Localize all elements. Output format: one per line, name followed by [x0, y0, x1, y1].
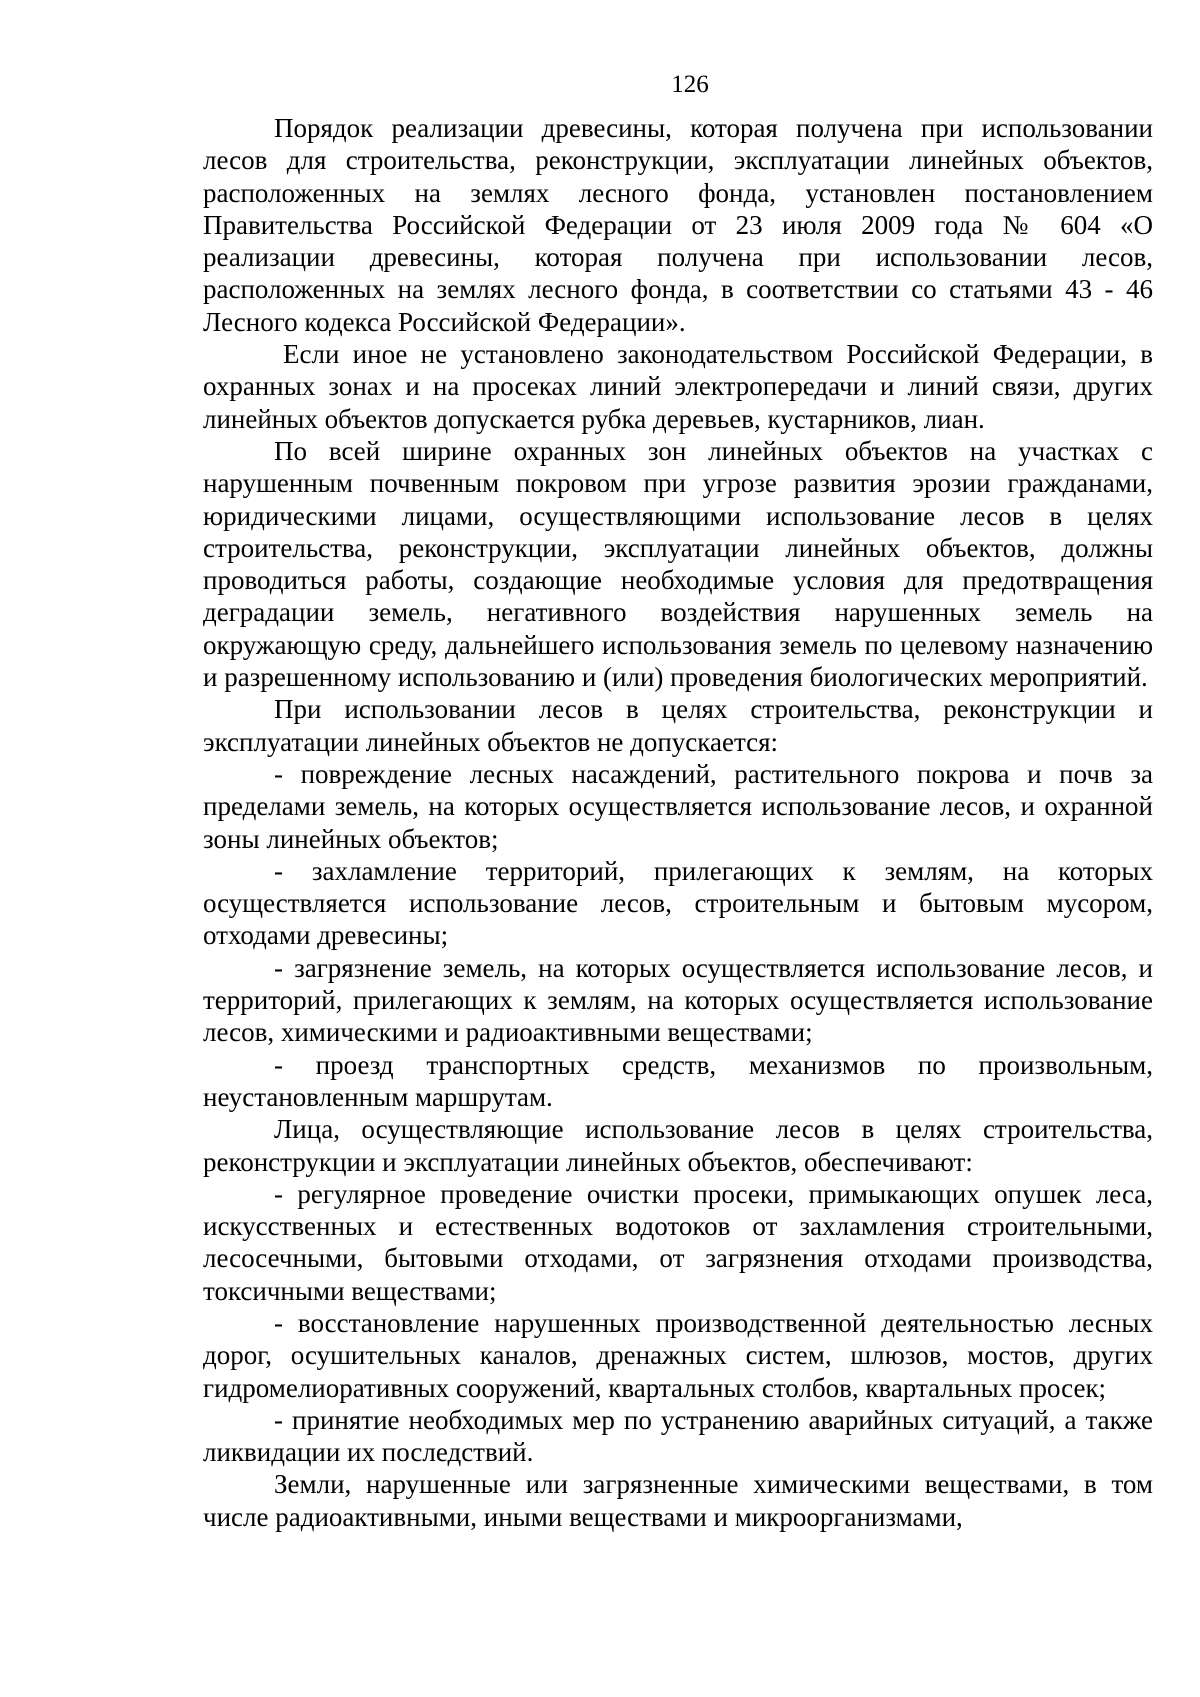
- paragraph: Лица, осуществляющие использование лесов в целях строительства, реконструкции и эксплуатации линейных объектов, обеспечивают:: [203, 1114, 1153, 1177]
- list-item: - повреждение лесных насаждений, растительного покрова и почв за пределами земель, на которых осуществляется использование лесов, и охранной зоны линейных объектов;: [203, 758, 1153, 854]
- paragraph: Если иное не установлено законодательством Российской Федерации, в охранных зонах и на просеках линий электропередачи и линий связи, других линейных объектов допускается рубка деревьев, кустарников, лиан.: [203, 339, 1153, 434]
- paragraph: При использовании лесов в целях строительства, реконструкции и эксплуатации линейных объектов не допускается:: [203, 694, 1153, 757]
- list-item: - загрязнение земель, на которых осуществляется использование лесов, и территорий, прилегающих к землям, на которых осуществляется использование лесов, химическими и радиоактивными веществами;: [203, 952, 1153, 1048]
- list-item: - восстановление нарушенных производственной деятельностью лесных дорог, осушительных каналов, дренажных систем, шлюзов, мостов, других гидромелиоративных сооружений, квартальных столбов, квартальных просек;: [203, 1307, 1153, 1403]
- paragraph: Земли, нарушенные или загрязненные химическими веществами, в том числе радиоактивными, иными веществами и микроорганизмами,: [203, 1469, 1153, 1532]
- list-item: - принятие необходимых мер по устранению аварийных ситуаций, а также ликвидации их последствий.: [203, 1404, 1153, 1468]
- list-item: - регулярное проведение очистки просеки, примыкающих опушек леса, искусственных и естественных водотоков от захламления строительными, лесосечными, бытовыми отходами, от загрязнения отходами производства, токсичными веществами;: [203, 1178, 1153, 1306]
- page-number: 126: [671, 71, 709, 98]
- body-text: [203, 112, 1153, 1533]
- paragraph: Порядок реализации древесины, которая получена при использовании лесов для строительства, реконструкции, эксплуатации линейных объектов, расположенных на землях лесного фонда, установлен постановлением Правительства Российской Федерации от 23 июля 2009 года № 604 «О реализации древесины, которая получена при использовании лесов, расположенных на землях лесного фонда, в соответствии со статьями 43 - 46 Лесного кодекса Российской Федерации».: [203, 113, 1153, 337]
- list-item: - захламление территорий, прилегающих к землям, на которых осуществляется использование лесов, строительным и бытовым мусором, отходами древесины;: [203, 855, 1153, 951]
- list-item: - проезд транспортных средств, механизмов по произвольным, неустановленным маршрутам.: [203, 1049, 1153, 1112]
- paragraph: По всей ширине охранных зон линейных объектов на участках с нарушенным почвенным покровом при угрозе развития эрозии гражданами, юридическими лицами, осуществляющими использование лесов в целях строительства, реконструкции, эксплуатации линейных объектов, должны проводиться работы, создающие необходимые условия для предотвращения деградации земель, негативного воздействия нарушенных земель на окружающую среду, дальнейшего использования земель по целевому назначению и разрешенному использованию и (или) проведения биологических мероприятий.: [203, 435, 1153, 693]
